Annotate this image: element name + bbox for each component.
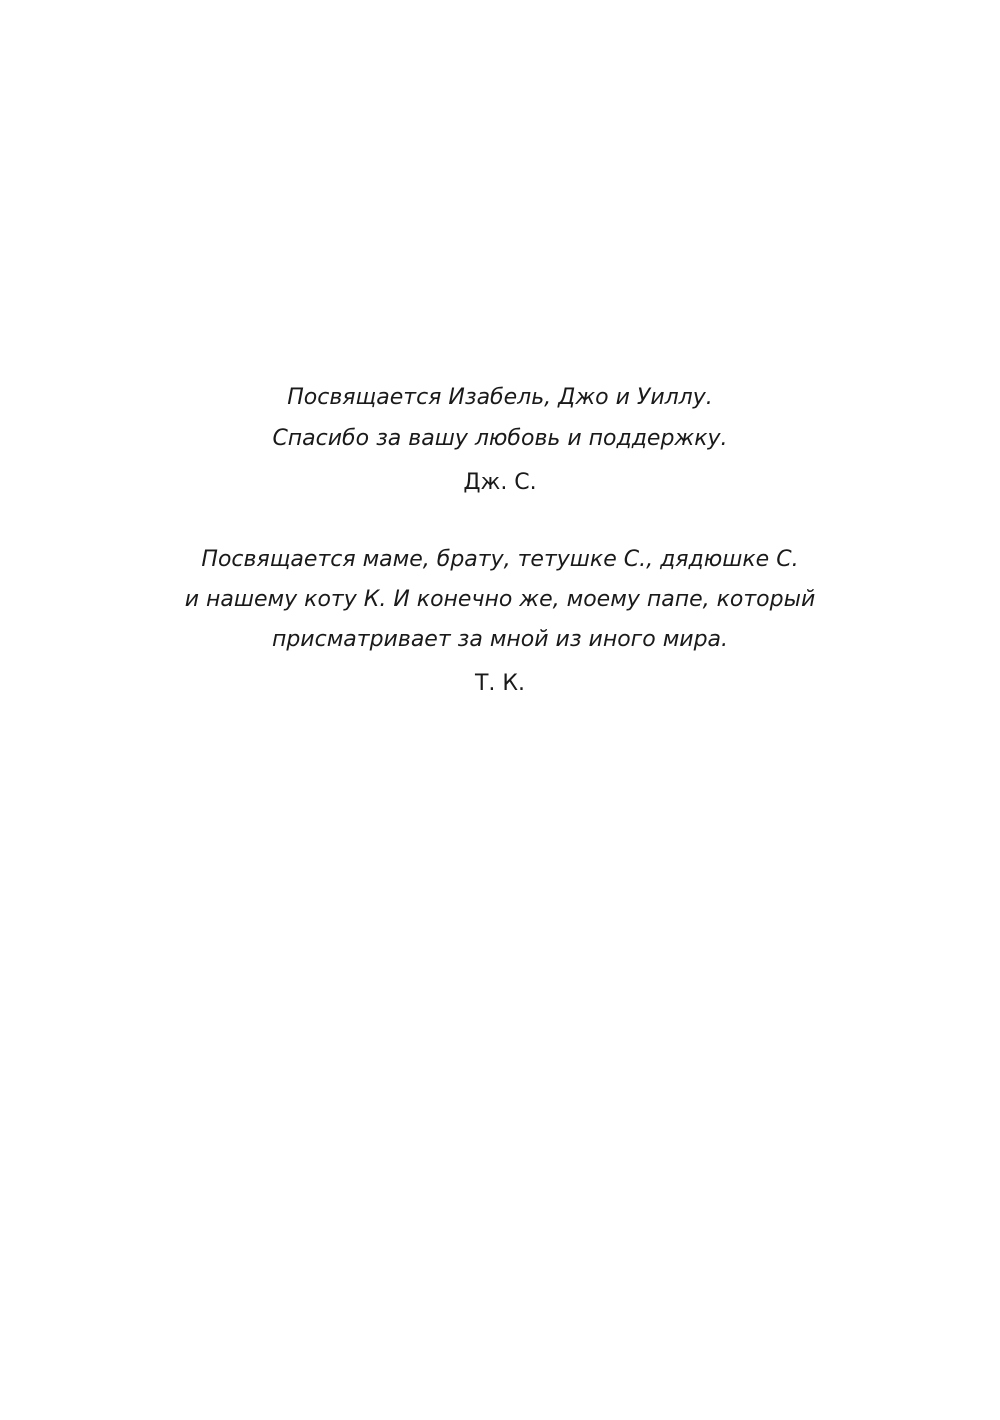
dedication-line: Посвящается маме, брату, тетушке С., дядюшке С. [201,547,799,572]
dedication-signature: Т. К. [474,671,526,696]
dedication-line: и нашему коту К. И конечно же, моему папе, который [184,587,816,612]
dedication-line: присматривает за мной из иного мира. [271,627,729,652]
dedication-line: Спасибо за вашу любовь и поддержку. [272,426,728,451]
dedication-signature: Дж. С. [463,470,537,495]
dedication-line: Посвящается Изабель, Джо и Уиллу. [287,385,713,410]
